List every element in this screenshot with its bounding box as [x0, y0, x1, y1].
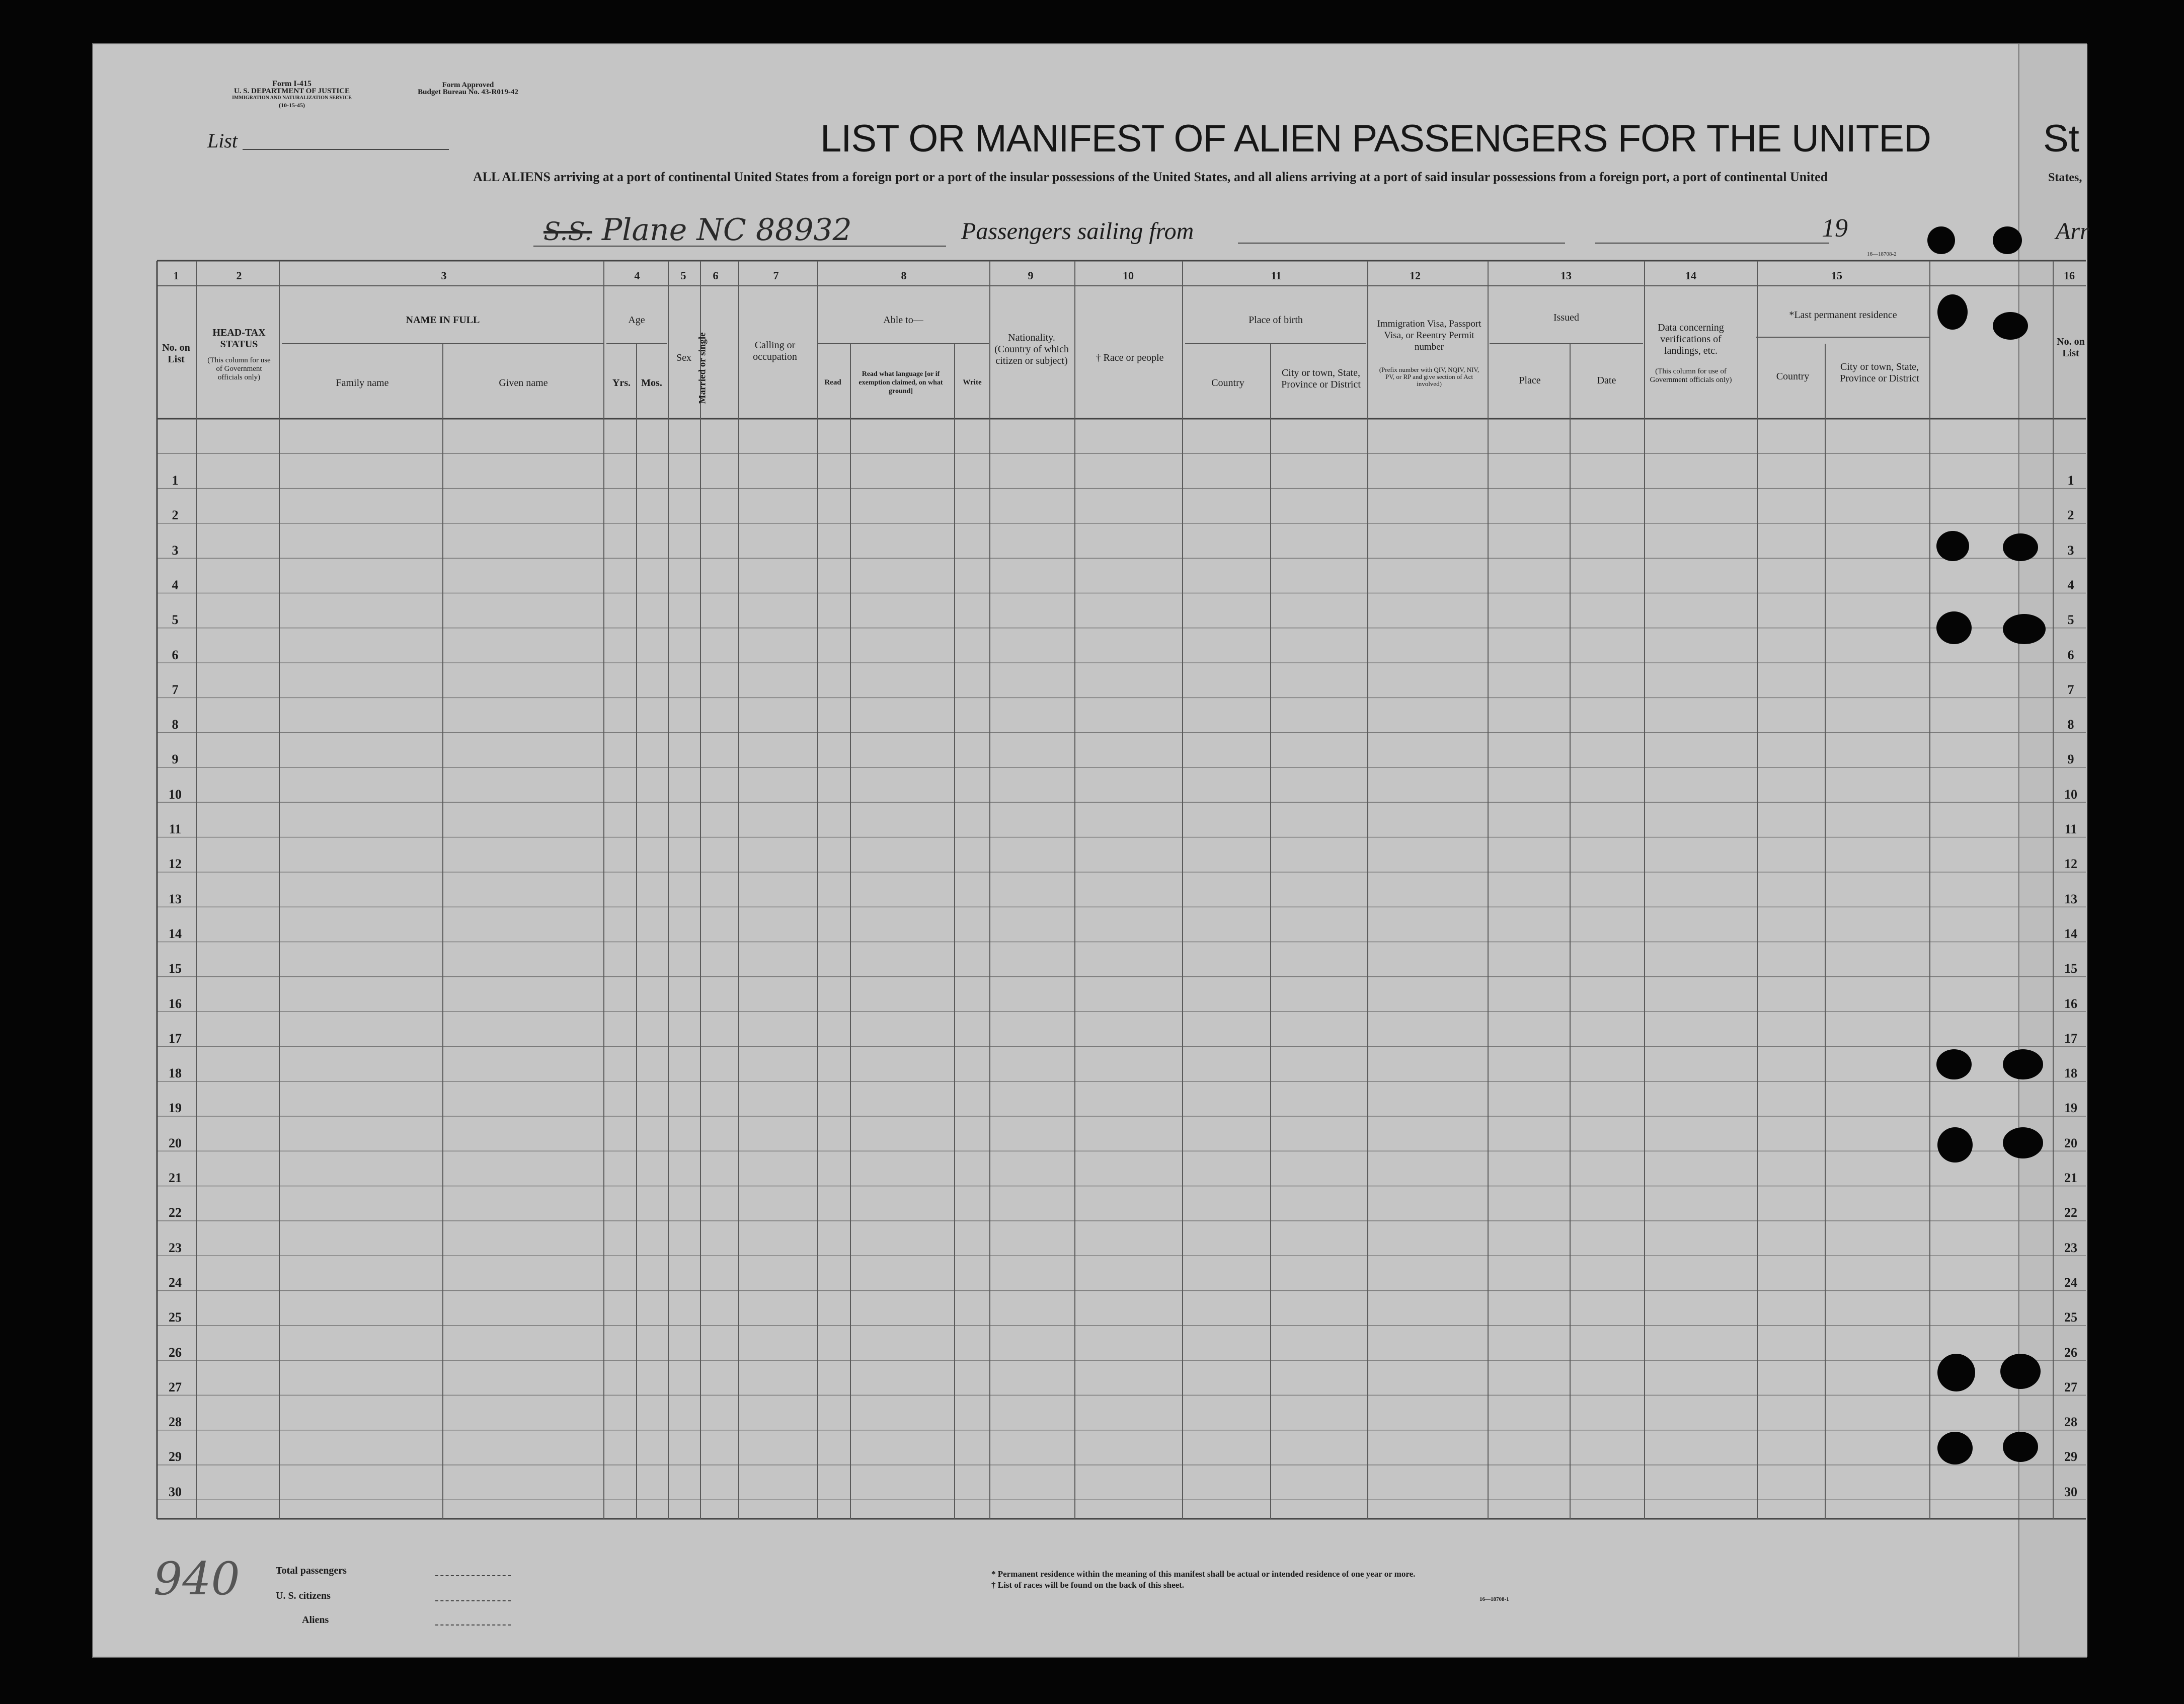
page-title: LIST OR MANIFEST OF ALIEN PASSENGERS FOR THE UNITED	[820, 117, 1931, 160]
header-res-city: City or town, State, Province or District	[1840, 361, 1919, 384]
row-number-right: 21	[2064, 1171, 2077, 1185]
col-num-3: 3	[441, 269, 447, 282]
header-head-tax: HEAD-TAX STATUS	[212, 327, 266, 350]
footer-code: 16—18708-1	[1479, 1596, 1509, 1602]
row-number-right: 10	[2064, 787, 2077, 802]
arriving-fragment: Arr	[2056, 218, 2089, 245]
row-number-left: 16	[169, 996, 182, 1011]
punch-hole	[1936, 611, 1972, 644]
punch-hole	[1927, 226, 1955, 254]
row-number-left: 25	[169, 1310, 182, 1325]
col-num-5: 5	[680, 269, 686, 282]
footer-aliens: Aliens	[302, 1614, 329, 1625]
row-number-right: 14	[2064, 926, 2077, 941]
header-sex: Sex	[676, 352, 691, 363]
row-number-right: 27	[2064, 1379, 2077, 1395]
punch-hole	[1936, 1049, 1972, 1079]
punch-hole	[1937, 294, 1968, 330]
punch-hole	[1993, 226, 2022, 254]
form-budget: Budget Bureau No. 43-R019-42	[418, 88, 518, 96]
aliens-field[interactable]	[435, 1624, 511, 1625]
row-number-right: 2	[2067, 508, 2074, 523]
col-num-4: 4	[634, 269, 640, 282]
header-place-of-birth: Place of birth	[1249, 315, 1303, 326]
row-number-left: 30	[169, 1484, 182, 1499]
punch-hole	[1936, 531, 1969, 561]
row-number-left: 4	[172, 577, 179, 592]
header-last-residence: *Last permanent residence	[1789, 309, 1897, 321]
header-name-in-full: NAME IN FULL	[406, 315, 480, 326]
header-nationality: Nationality. (Country of which citizen or subject)	[994, 332, 1069, 366]
row-number-right: 24	[2064, 1275, 2077, 1290]
list-label: List	[207, 129, 238, 152]
form-service: IMMIGRATION AND NATURALIZATION SERVICE	[232, 95, 352, 101]
us-citizens-field[interactable]	[435, 1600, 511, 1601]
handwritten-ship: Plane NC 88932	[601, 212, 852, 248]
row-number-left: 18	[169, 1066, 182, 1081]
row-number-left: 14	[169, 926, 182, 941]
form-approved: Form Approved	[442, 81, 494, 89]
row-number-right: 9	[2067, 752, 2074, 767]
row-number-left: 9	[172, 752, 179, 767]
header-write: Write	[963, 378, 982, 386]
col-num-2: 2	[236, 269, 242, 282]
col-num-15: 15	[1831, 269, 1842, 282]
header-birth-city: City or town, State, Province or District	[1281, 367, 1361, 390]
row-number-left: 3	[172, 543, 179, 558]
row-number-left: 19	[169, 1101, 182, 1116]
header-given-name: Given name	[499, 377, 548, 389]
col-num-12: 12	[1410, 269, 1421, 282]
row-number-left: 26	[169, 1345, 182, 1360]
row-number-left: 27	[169, 1379, 182, 1395]
punch-hole	[2003, 1049, 2043, 1079]
col-num-10: 10	[1123, 269, 1134, 282]
row-number-left: 17	[169, 1031, 182, 1046]
header-data-note: (This column for use of Government officials only)	[1650, 367, 1732, 384]
header-birth-country: Country	[1211, 377, 1244, 389]
col-num-1: 1	[173, 269, 179, 282]
header-data-concerning: Data concerning verifications of landings, etc.	[1658, 322, 1724, 356]
punch-hole	[2003, 533, 2038, 561]
row-number-right: 17	[2064, 1031, 2077, 1046]
footer-total-passengers: Total passengers	[276, 1565, 347, 1576]
row-number-right: 25	[2064, 1310, 2077, 1325]
handwritten-number: 940	[153, 1553, 240, 1605]
col-num-16: 16	[2064, 269, 2075, 282]
row-number-right: 13	[2064, 891, 2077, 906]
header-no-on-list: No. on List	[162, 342, 190, 365]
form-no: Form I-415	[272, 80, 311, 88]
print-code: 16—18708-2	[1867, 251, 1897, 257]
row-number-right: 22	[2064, 1205, 2077, 1220]
year-prefix: 19	[1822, 214, 1848, 243]
row-number-left: 21	[169, 1171, 182, 1185]
row-number-right: 30	[2064, 1484, 2077, 1499]
col-num-11: 11	[1271, 269, 1282, 282]
col-num-7: 7	[773, 269, 779, 282]
header-read-language: Read what language [or if exemption claimed, on what ground]	[859, 370, 943, 395]
row-number-right: 18	[2064, 1066, 2077, 1081]
row-number-right: 4	[2067, 577, 2074, 592]
footer-note-2: † List of races will be found on the back of this sheet.	[991, 1580, 1184, 1590]
footer-note-1: * Permanent residence within the meaning of this manifest shall be actual or intended residence of one year or more.	[991, 1569, 1416, 1579]
row-number-right: 7	[2067, 682, 2074, 697]
punch-hole	[2000, 1354, 2041, 1389]
row-number-right: 11	[2064, 822, 2077, 836]
col-num-13: 13	[1561, 269, 1572, 282]
col-num-6: 6	[713, 269, 719, 282]
row-number-right: 3	[2067, 543, 2074, 558]
header-visa-note: (Prefix number with QIV, NQIV, NIV, PV, or RP and give section of Act involved)	[1379, 366, 1479, 388]
row-number-left: 11	[169, 822, 182, 836]
row-number-left: 5	[172, 612, 179, 628]
punch-hole	[2003, 614, 2046, 644]
header-family-name: Family name	[336, 377, 389, 389]
row-number-left: 10	[169, 787, 182, 802]
struck-ss: S.S.	[543, 217, 592, 246]
col-num-8: 8	[901, 269, 907, 282]
header-visa: Immigration Visa, Passport Visa, or Reentry Permit number	[1377, 319, 1481, 352]
row-number-right: 6	[2067, 647, 2074, 662]
row-number-left: 24	[169, 1275, 182, 1290]
row-number-left: 1	[172, 473, 179, 488]
row-number-left: 2	[172, 508, 179, 523]
row-number-left: 8	[172, 717, 179, 732]
row-number-left: 7	[172, 682, 179, 697]
form-date: (10-15-45)	[279, 102, 305, 109]
header-yrs: Yrs.	[612, 377, 631, 389]
header-calling: Calling or occupation	[753, 340, 797, 362]
footer-us-citizens: U. S. citizens	[276, 1590, 331, 1601]
punch-hole	[1937, 1432, 1973, 1464]
header-issued-place: Place	[1519, 375, 1541, 386]
row-number-right: 19	[2064, 1101, 2077, 1116]
header-race: † Race or people	[1096, 352, 1164, 363]
header-age: Age	[628, 315, 645, 326]
header-head-tax-note: (This column for use of Government officials only)	[207, 356, 271, 381]
punch-hole	[1937, 1354, 1975, 1391]
page-subtitle: ALL ALIENS arriving at a port of continental United States from a foreign port or a port of the insular possessions of the United States, and all aliens arriving at a port of said insular possessions from a foreign port, a port of continental United	[473, 170, 1828, 184]
header-mos: Mos.	[641, 377, 662, 389]
row-number-right: 15	[2064, 961, 2077, 976]
punch-hole	[2003, 1432, 2038, 1462]
page-title-fragment: St	[2043, 117, 2079, 160]
header-no-on-list-right: No. on List	[2057, 336, 2085, 359]
header-res-country: Country	[1776, 371, 1810, 382]
row-number-left: 22	[169, 1205, 182, 1220]
sailing-label: Passengers sailing from	[961, 218, 1194, 245]
row-number-left: 23	[169, 1240, 182, 1255]
header-read: Read	[824, 378, 841, 386]
row-number-left: 13	[169, 891, 182, 906]
row-number-left: 20	[169, 1135, 182, 1150]
col-num-14: 14	[1685, 269, 1696, 282]
header-able-to: Able to—	[883, 315, 923, 326]
header-issued-date: Date	[1597, 375, 1616, 386]
row-number-right: 12	[2064, 857, 2077, 872]
punch-hole	[1993, 312, 2028, 340]
row-number-right: 8	[2067, 717, 2074, 732]
row-number-right: 23	[2064, 1240, 2077, 1255]
row-number-left: 29	[169, 1449, 182, 1464]
punch-hole	[1937, 1127, 1973, 1163]
col-num-9: 9	[1028, 269, 1034, 282]
punch-hole	[2003, 1127, 2043, 1158]
row-number-left: 6	[172, 647, 179, 662]
row-number-right: 16	[2064, 996, 2077, 1011]
page-subtitle-fragment: States,	[2048, 171, 2082, 184]
row-number-right: 5	[2067, 612, 2074, 628]
row-number-right: 26	[2064, 1345, 2077, 1360]
form-dept: U. S. DEPARTMENT OF JUSTICE	[233, 87, 350, 95]
row-number-left: 28	[169, 1415, 182, 1430]
header-issued: Issued	[1553, 312, 1580, 323]
total-passengers-field[interactable]	[435, 1575, 511, 1576]
row-number-left: 12	[169, 857, 182, 872]
row-number-right: 28	[2064, 1415, 2077, 1430]
row-number-left: 15	[169, 961, 182, 976]
row-number-right: 1	[2067, 473, 2074, 488]
header-married: Married or single	[697, 332, 708, 404]
row-number-right: 29	[2064, 1449, 2077, 1464]
row-number-right: 20	[2064, 1135, 2077, 1150]
